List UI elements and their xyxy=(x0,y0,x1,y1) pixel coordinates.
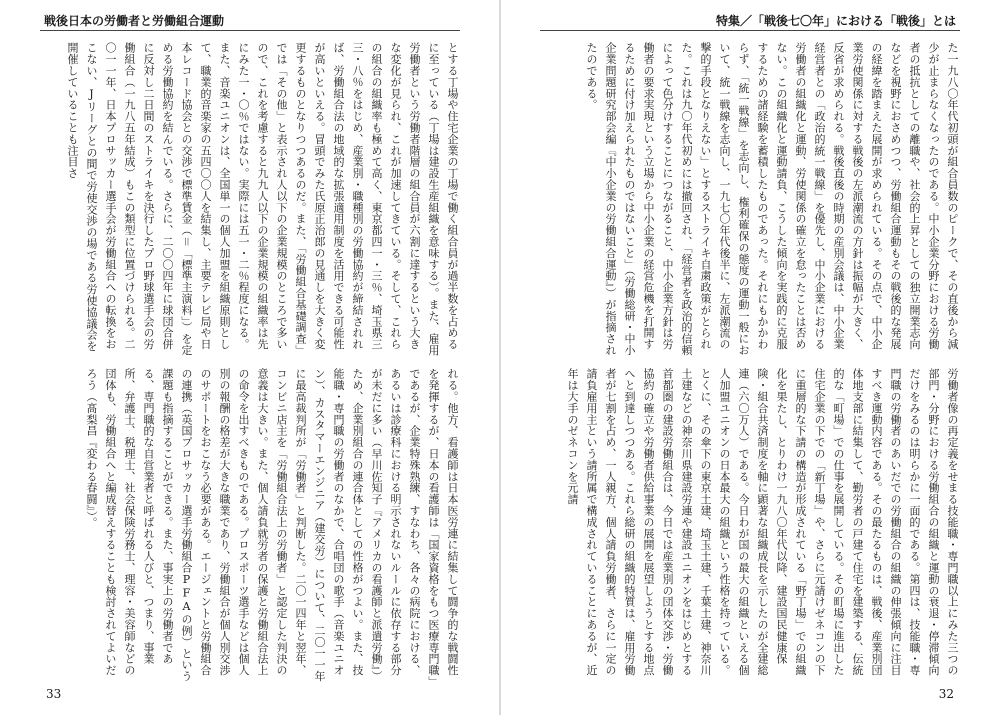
left-page-number: 33 xyxy=(46,687,62,701)
right-upper-paragraph: た一九八〇年代初頭が組合員数のピークで、その直後から減少が止まらなくなったのである。中小企業分野における労働者の抵抗としての離職や、社会的上昇としての独立開業志向などを視野におさめつつ、労働組合運動もその戦後的な発展の経緯を踏まえた展開が求められている。その点で、中小企業労使関係に対する戦後の左派潮流の方針は振幅が大きく、反省が求められる。戦後直後の時期の産別会議は、中小企業経営者との「政治的統一戦線」を優先し、中小企業における労働者の組織化と運動、労使関係の確立を怠ったことは否めない。この組織化と運動請負、こうした傾向を実践的に克服するための諸経験を蓄積したものであった。それにもかかわらず、「統一戦線」を志向し、権利確保の態度の運動一般において、統一戦線を志向し、一九七〇年代後半に、左派潮流の撃的手段となりえない」とするストライキ自粛政策がとられた。これは九〇年代初めには撤回され、「経営者を政治的信頼によって色分けすることにつながること、中小企業方針は労働者の要求実現という立場から中小企業の経営危機を打開するために付け加えられたものではないこと」（労働総研・中小企業問題研究部会編『中小企業の労働組合運動』）が指摘されたのである。 xyxy=(585,42,959,356)
right-running-head: 特集／「戦後七〇年」における「戦後」とは xyxy=(715,14,956,28)
left-lower-paragraph: れる。他方、看護師は日本医労連に結集して闘争的な戦闘性を発揮するが、日本の看護師は「国家資格をもつ医療専門職」であるが、企業特殊熟練、すなわち、各々の病院における、あるいは診療科における明示されないルールに依存する部分が未だに多い（早川佐知子『アメリカの看護師と派遣労働』）ため、企業別組合の連合体としての性格がつよい。また、技能職・専門職の労働者のなかで、合唱団の歌手（音楽ユニオン）、カスタマーエンジニア（建交労）について、二〇一一年に最高裁判所が「労働者」と判断した。二〇一四年と翌年、コンビニ店主を「労働組合法上の労働者」と認定した判決の意義は大きい。また、個人請負就労者の保護と労働組合法上の命令を出すべきものである。プロスポーツ選手などは個人別の報酬の格差が大きな職業であり、労働組合が個人別交渉のサポートをおこなう必要がある。エージェントと労働組合の連携（英国プロサッカー選手労働組合PFAの例）という課題も指摘することができる。また、事実上の労働者である、専門職的な自営業者と呼ばれる人びと、つまり、事業所、弁護士、税理士、社会保険労務士、理容・美容師などの団体も、労働組合へと編成替えすることも検討されてよいだろう（髙梨昌『変わる春闘』）。 xyxy=(85,368,459,682)
right-lower-paragraph: 労働者像の再定義をせまる技能職・専門職以上にみた三つの部門・分野における労働組合の組織と運動の衰退・停滞傾向だけをみるのは明らかに一面的である。第四は、技能職・専門職の労働者のあいだでの労働組合の組織の伸張傾向に注目すべき運動内容である。その最たるものは、戦後、産業別団体地支部に結集して、勤労者の戸建て住宅を建築する、伝統的な「町場」での仕事を展開している。その町場に進出した住宅企業の下での「新丁場」や、さらに元請けゼネコンの下に重層的な下請の構造が形成されている「野丁場」での組織化を果たし、とりわけ一九八〇年代以降、建設国民健康保険・組合共済制度を軸に顕著な組織成長を示したのが全建総連（六〇万人）である。今日わが国の最大の組織といえる個人加盟ユニオンの日本最大の組織という性格を持っている。とくに、その傘下の東京土建、埼玉土建、千葉土建、神奈川土建などの神奈川県建設労連や建設ユニオンをはじめとする首都圏の建設労働組合は、今日では産業別の団体交渉・労働協約の確立や労働者供給事業の展開を展望しようとする地点へと到達しつつある。これら総研の組織的特質は、雇用労働者が七割を占め、一人親方、個人請負労働者、さらに一定の請負雇用主という請所属で構成されていることにあるが、近年は大手のゼネコンを元請 xyxy=(566,368,959,676)
right-lower-text-block xyxy=(538,368,962,686)
left-lower-text-block xyxy=(44,368,462,686)
left-header-rule xyxy=(40,30,460,31)
left-upper-paragraph: とする丁場や住宅企業の丁場で働く組合員が過半数を占めるに至っている（丁場は建設生産組織を意味する）。また、雇用労働者という労働者階層の組合員が六割に達するという大きな変化が見られ、これが加速してきている。そして、これらの組合の組織率も極めて高く、東京都四一・三％、埼玉県三三・八％をはじめ、産業別・職種別の労働協約が締結されれば、労働組合法の地域的な拡張適用制度を活用できる可能性が高いといえる。冒頭でみた氏原正治郎の見通しを大きく変更するものとなりつつあるのだ。また、「労働組合基礎調査」では「その他」と表示され人以下の企業規模のところで多いので、これを考慮すると九九人以下の企業規模の組織率は先にみた一・〇％ではない。実際には五一・二％程度になる。また、音楽ユニオンは、全国単一の個人加盟を組織原則として、職業的音楽家の五四〇〇人を結集し、主要テレビ局や日本レコード協会との交渉で標準賃金（＝「標準主演料」）を定める労働協約を結んでいる。さらに、二〇〇四年に球団合併に反対し二日間のストライキを決行したプロ野球選手会の労働組合（一九八五年結成）もこの類型に位置づけられる。二〇一一年、日本プロサッカー選手会が労働組合への転換をおこない、Jリーグとの間で労使交渉の場である労使協議会を開催していることも注目さ xyxy=(66,42,459,356)
right-page xyxy=(500,0,1000,715)
right-page-number: 32 xyxy=(938,687,954,701)
right-header-rule xyxy=(540,30,960,31)
left-running-head: 戦後日本の労働者と労働組合運動 xyxy=(44,14,225,28)
left-upper-text-block xyxy=(44,42,462,360)
right-upper-text-block xyxy=(538,42,962,360)
